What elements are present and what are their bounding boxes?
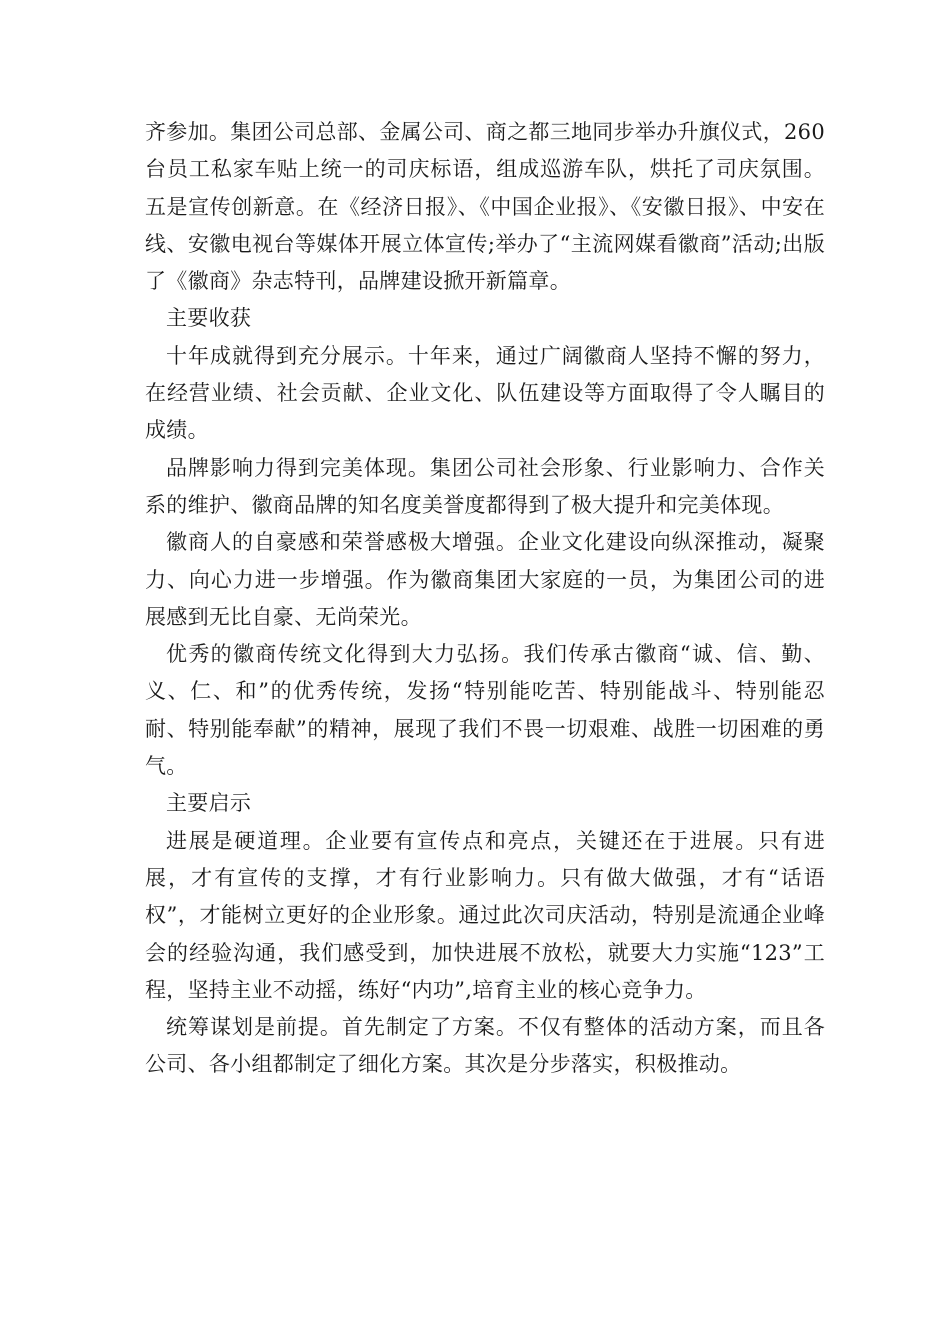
paragraph-brand-influence: 品牌影响力得到完美体现。集团公司社会形象、行业影响力、合作关系的维护、徽商品牌的知名度美誉度都得到了极大提升和完美体现。 — [145, 455, 825, 517]
paragraph-achievements: 十年成就得到充分展示。十年来，通过广阔徽商人坚持不懈的努力，在经营业绩、社会贡献、企业文化、队伍建设等方面取得了令人瞩目的成绩。 — [145, 343, 825, 443]
paragraph-planning: 统筹谋划是前提。首先制定了方案。不仅有整体的活动方案，而且各公司、各小组都制定了细化方案。其次是分步落实，积极推动。 — [145, 1015, 825, 1077]
section-heading-main-gains: 主要收获 — [166, 306, 252, 331]
paragraph-culture: 优秀的徽商传统文化得到大力弘扬。我们传承古徽商“诚、信、勤、义、仁、和”的优秀传统，发扬“特别能吃苦、特别能战斗、特别能忍耐、特别能奉献”的精神，展现了我们不畏一切艰难、战胜一切困难的勇气。 — [145, 642, 825, 779]
section-heading-main-insights: 主要启示 — [166, 791, 252, 816]
document-body — [145, 114, 825, 1084]
paragraph-pride: 徽商人的自豪感和荣誉感极大增强。企业文化建设向纵深推动，凝聚力、向心力进一步增强。作为徽商集团大家庭的一员，为集团公司的进展感到无比自豪、无尚荣光。 — [145, 530, 825, 629]
paragraph-continuation: 齐参加。集团公司总部、金属公司、商之都三地同步举办升旗仪式，260台员工私家车贴上统一的司庆标语，组成巡游车队，烘托了司庆氛围。五是宣传创新意。在《经济日报》、《中国企业报》、《安徽日报》、中安在线、安徽电视台等媒体开展立体宣传;举办了“主流网媒看徽商”活动;出版了《徽商》杂志特刊，品牌建设掀开新篇章。 — [145, 120, 825, 294]
paragraph-development: 进展是硬道理。企业要有宣传点和亮点，关键还在于进展。只有进展，才有宣传的支撑，才有行业影响力。只有做大做强，才有“话语权”，才能树立更好的企业形象。通过此次司庆活动，特别是流通企业峰会的经验沟通，我们感受到，加快进展不放松，就要大力实施“123”工程，坚持主业不动摇，练好“内功”,培育主业的核心竞争力。 — [145, 828, 825, 1002]
